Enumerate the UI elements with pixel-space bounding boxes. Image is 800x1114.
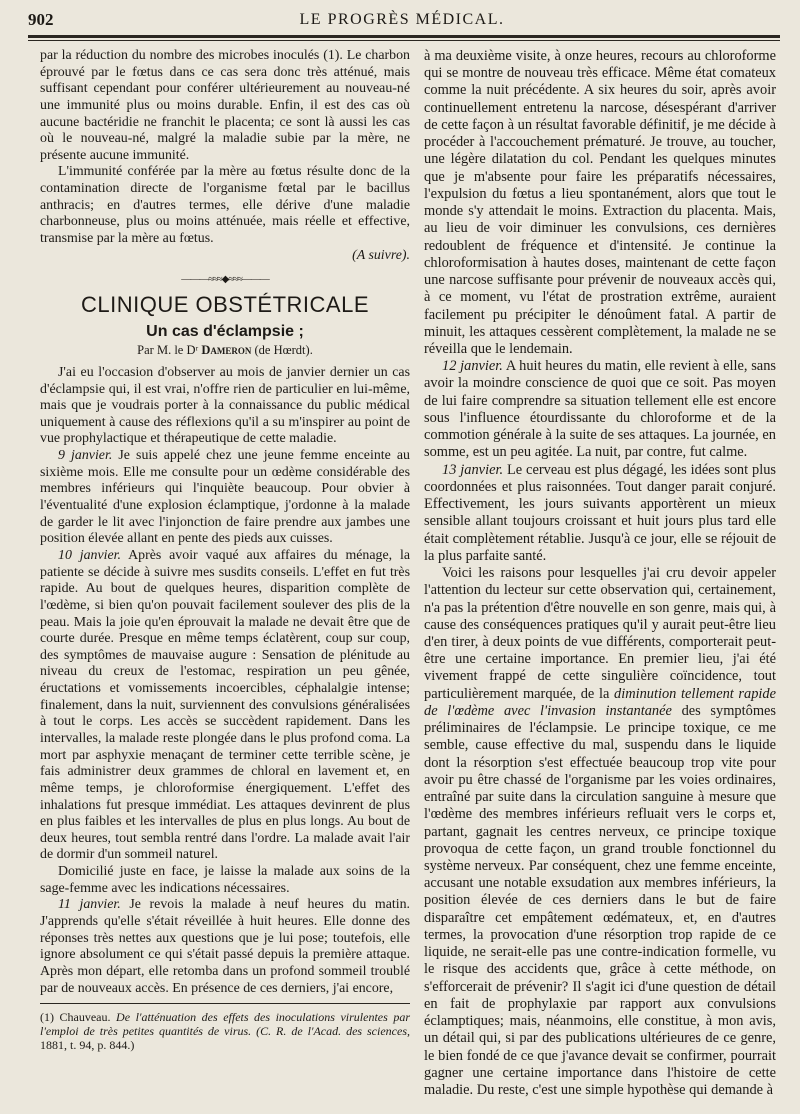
page-number: 902 bbox=[28, 10, 54, 29]
entry-date: 11 janvier. bbox=[58, 897, 121, 913]
right-column bbox=[424, 48, 776, 1099]
footnote-prefix: (1) Chauveau. bbox=[40, 1010, 117, 1024]
section-title: CLINIQUE OBSTÉTRICALE bbox=[80, 291, 369, 317]
entry-text: Je suis appelé chez une jeune femme enceinte au sixième mois. Elle me consulte pour un œdème considérable des membres inférieurs qui l'inquiète beaucoup. Pour obvier à l'éventualité d'une explosion éclamptique, j'ordonne à la malade de garder le lit avec l'injonction de faire prendre aux jambes une position élevée allant en pente des pieds aux cuisses. bbox=[40, 448, 410, 547]
running-title: LE PROGRÈS MÉDICAL. bbox=[299, 11, 505, 28]
paragraph bbox=[424, 565, 776, 1099]
entry-text: Voici les raisons pour lesquelles j'ai cru devoir appeler l'attention du lecteur sur cette observation qui, certainement, n'a pas la prétention d'être nouvelle en son genre, mais qui, à cause des conséquences pratiques qu'il y aurait peut-être lieu d'en tirer, à deux points de vue différents, comporterait peut-être une certaine importance. En premier lieu, j'ai été vivement frappé de cette singulière coïncidence, tout particulièrement marquée, de la bbox=[424, 565, 776, 702]
byline-prefix: Par M. le Dʳ bbox=[137, 343, 202, 358]
header-rule-thin bbox=[28, 40, 780, 41]
entry-text: Je revois la malade à neuf heures du matin. J'apprends qu'elle s'était réveillée à huit heures. Elle donne des réponses très nettes aux questions que je lui pose; toutefois, elle ignore absolument ce qui s'était passé depuis la première attaque. Après mon départ, elle retomba dans un profond sommeil troublé par de nouveaux accès. En présence de ces derniers, j'ai encore, bbox=[40, 897, 410, 996]
entry-text: Le cerveau est plus dégagé, les idées sont plus coordonnées et plus raisonnées. Tout danger parait conjuré. Effectivement, les jours suivants apportèrent un mieux sensible allant toujours croissant et huit jours plus tard elle était complètement rétablie. Jusqu'à ce jour, elle se réjouit de la plus parfaite santé. bbox=[424, 461, 776, 564]
paragraph bbox=[424, 358, 776, 461]
entry-text: des symptômes préliminaires de l'éclampsie. Le principe toxique, ce me semble, cause effective du mal, suspendu dans le liquide dont la résorption s'est effectuée beaucoup trop vite pour avoir pu être chassé de l'organisme par les voies ordinaires, entraîné par suite dans la circulation sanguine à mesure que l'œdème des membres inférieurs refluait vers le corps et, partant, gagnait les centres nerveux, ce principe toxique provoqua de cette façon, un grand trouble fonctionnel du système nerveux. Par conséquent, chez une femme enceinte, accusant une notable exsudation aux membres inférieurs, la position élevée de ces derniers dans le but de faire disparaître cet empâtement œdémateux, et, en d'autres termes, la provocation d'une résorption trop rapide de ce liquide, ne serait-elle pas une contre-indication formelle, vu le risque des accidents que, grâce à cette méthode, on s'efforcerait de prévenir? Il s'agit ici d'une question de détail en fait de prophylaxie par rapport aux convulsions éclamptiques; mais, néanmoins, elle constitue, à mon avis, un détail qui, si par des publications ultérieures de ce genre, le bien fondé de ce que j'avance devait se confirmer, pourrait gagner une certaine importance dans l'histoire de cette maladie. Du reste, c'est une simple hypothèse qui demande à bbox=[424, 702, 776, 1099]
byline bbox=[40, 342, 410, 359]
author-name: Dameron bbox=[201, 343, 252, 358]
paragraph: L'immunité conférée par la mère au fœtus résulte donc de la contamination directe de l'organisme fœtal par le bacillus anthracis; en d'autres termes, elle dérive d'une maladie charbonneuse, plus ou moins atténuée, mais réelle et effective, transmise par la mère au fœtus. bbox=[40, 164, 410, 247]
paragraph: à ma deuxième visite, à onze heures, recours au chloroforme qui se montre de nouveau très efficace. Même état comateux comme la nuit précédente. A six heures du soir, après avoir continuellement entretenu la narcose, désespérant d'arriver de cette façon à un résultat favorable définitif, je me décide à procéder à l'accouchement prématuré. Je trouve, au toucher, une légère dilatation du col. Pendant les quelques minutes que je m'absente pour faire les préparatifs nécessaires, l'expulsion du fœtus a lieu spontanément, alors que tout le monde s'y attendait le moins. Extraction du placenta. Mais, au lieu de voir diminuer les convulsions, ces dernières redoublent de fréquence et d'intensité. Je continue la chloroformisation à hautes doses, maintenant de cette façon une narcose suffisante pour prévenir de nouveaux accès qui, à ce moment, vu l'état de prostration extrême, auraient facilement pu précipiter le dénoûment fatal. A partir de minuit, les attaques cessèrent complètement, la malade ne se réveilla que le lendemain. bbox=[424, 48, 776, 357]
paragraph bbox=[40, 897, 410, 997]
footnote bbox=[40, 1010, 410, 1052]
footnote-citation: De l'atténuation des effets des inoculations virulentes par l'emploi de très petites quantités de virus. (C. R. de l'Acad. des sciences, bbox=[40, 1010, 410, 1038]
footnote-rule bbox=[40, 1003, 410, 1004]
paragraph: Domicilié juste en face, je laisse la malade aux soins de la sage-femme avec les indications nécessaires. bbox=[40, 864, 410, 896]
paragraph bbox=[40, 548, 410, 864]
left-column bbox=[40, 48, 410, 997]
footnote-suffix: 1881, t. 94, p. 844.) bbox=[40, 1038, 135, 1052]
entry-text: Après avoir vaqué aux affaires du ménage, la patiente se décide à suivre mes susdits conseils. L'effet en fut très rapide. Au bout de quelques heures, disparition complète de l'œdème, si bien qu'on pouvait facilement soulever des plis de la peau. Mais la joie qu'en éprouvait la malade ne devait être que de courte durée. Presque en même temps éclatèrent, coup sur coup, des symptômes de mauvaise augure : Sensation de plénitude au niveau du creux de l'estomac, respiration un peu gênée, éructations et vomissements incoercibles, céphalalgie intense; finalement, dans la nuit, surviennent des convulsions généralisées à tout le corps. Les accès se succèdent rapidement. Dans les intervalles, la malade reste plongée dans le plus profond coma. La mort par asphyxie menaçant de terminer cette terrible scène, je fais administrer deux grammes de chloral en lavement et, en même temps, je chloroformise énergiquement. L'effet des inhalations fut presque immédiat. Les attaques devinrent de plus en plus faibles et les intervalles de plus en plus longs. Au bout de deux heures, tout sembla rentré dans l'ordre. La malade avait l'air de dormir d'un sommeil naturel. bbox=[40, 547, 410, 863]
emphasis: diminution tellement rapide de l'œdème avec l'invasion instantanée bbox=[424, 685, 776, 719]
paragraph bbox=[424, 462, 776, 565]
entry-date: 13 janvier. bbox=[442, 461, 504, 478]
ornament-divider: ———≈≈≈◆≈≈≈——— bbox=[181, 274, 269, 286]
byline-suffix: (de Hœrdt). bbox=[251, 343, 313, 358]
entry-date: 9 janvier. bbox=[58, 448, 113, 464]
entry-text: A huit heures du matin, elle revient à elle, sans avoir la moindre conscience de quoi que ce soit. Pas moyen de lui faire comprendre sa situation tellement elle est encore sous l'influence étourdissante du chloroforme et de la commotion générale à la suite de ses attaques. La journée, en somme, est un peu agitée. La nuit, par contre, fut calme. bbox=[424, 358, 776, 461]
page-header bbox=[28, 10, 776, 32]
paragraph: J'ai eu l'occasion d'observer au mois de janvier dernier un cas d'éclampsie qui, il est vrai, n'offre rien de particulier en lui-même, mais que je voudrais porter à la connaissance du public médical uniquement à cause des réflexions qu'il a su m'inspirer au point de vue prophylactique et thérapeutique de cette maladie. bbox=[40, 364, 410, 447]
entry-date: 10 janvier. bbox=[58, 547, 122, 563]
continued-note: (A suivre). bbox=[352, 247, 410, 263]
paragraph bbox=[40, 448, 410, 548]
paragraph: par la réduction du nombre des microbes inoculés (1). Le charbon éprouvé par le fœtus dans ce cas sera donc très atténué, mais suffisant cependant pour conférer ultérieurement au nouveau-né une immunité plus ou moins durable. Enfin, il est des cas où aucune bactéridie ne franchit le placenta; ce sont là aussi les cas où le nouveau-né, malgré la maladie subie par la mère, ne présente aucune immunité. bbox=[40, 48, 410, 163]
article-title: Un cas d'éclampsie ; bbox=[146, 322, 304, 340]
entry-date: 12 janvier. bbox=[442, 358, 503, 375]
header-rule-thick bbox=[28, 35, 780, 38]
